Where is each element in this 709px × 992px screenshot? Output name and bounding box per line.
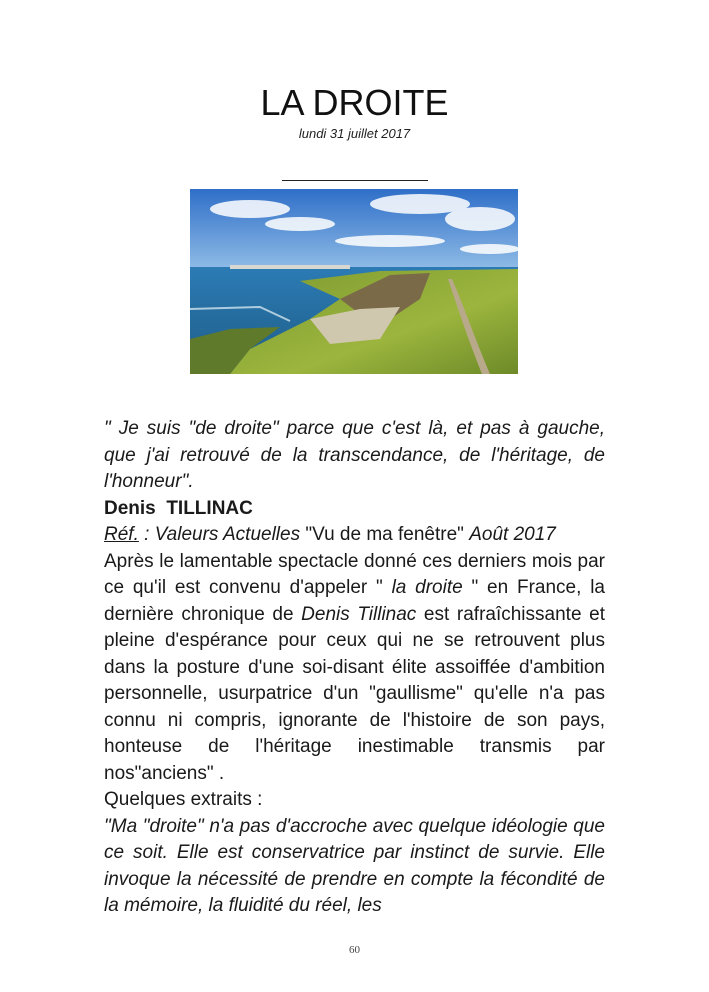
intro-text-3: est rafraîchissante et pleine d'espérance pour ceux qui ne se retrouvent plus dans la posture d'une soi-disant élite assoiffée d'ambition personnelle, usurpatrice d'un "gaullisme" qu'elle n'a pas connu ni compris, ignorante de l'histoire de son pays, honteuse de l'héritage inestimable transmis par nos"anciens" .: [104, 603, 605, 784]
intro-text-2: " en France, la dernière chronique de: [104, 577, 605, 625]
intro-emphasis-author: Denis Tillinac: [301, 603, 417, 625]
intro-emphasis-droite: la droite: [391, 577, 463, 598]
reference-label: Réf.: [104, 524, 139, 545]
extracts-label: Quelques extraits :: [104, 789, 263, 810]
title-separator: [282, 180, 428, 181]
reference-source: Valeurs Actuelles: [154, 524, 301, 545]
coastal-landscape-photo: [190, 189, 518, 374]
intro-text-1: Après le lamentable spectacle donné ces derniers mois par ce qu'il est convenu d'appeler ": [104, 550, 605, 598]
intro-paragraph: [104, 549, 605, 788]
reference-colon: :: [138, 524, 155, 545]
quote-author: [104, 496, 605, 523]
page-number: 60: [349, 944, 360, 956]
article-body: [104, 416, 605, 920]
author-first-name: Denis: [104, 497, 156, 519]
post-date: lundi 31 juillet 2017: [298, 126, 411, 141]
tillinac-quote: " Je suis "de droite" parce que c'est là, et pas à gauche, que j'ai retrouvé de la transcendance, de l'héritage, de l'honneur".: [104, 418, 605, 492]
reference-date: Août 2017: [469, 524, 556, 545]
extract-paragraph: "Ma "droite" n'a pas d'accroche avec quelque idéologie que ce soit. Elle est conservatrice par instinct de survie. Elle invoque la nécessité de prendre en compte la fécondité de la mémoire, la fluidité du réel, les: [104, 815, 605, 916]
reference-column: "Vu de ma fenêtre": [300, 524, 470, 545]
page-title: LA DROITE: [260, 82, 449, 123]
reference-line: [104, 522, 605, 549]
author-last-name: TILLINAC: [166, 497, 253, 519]
